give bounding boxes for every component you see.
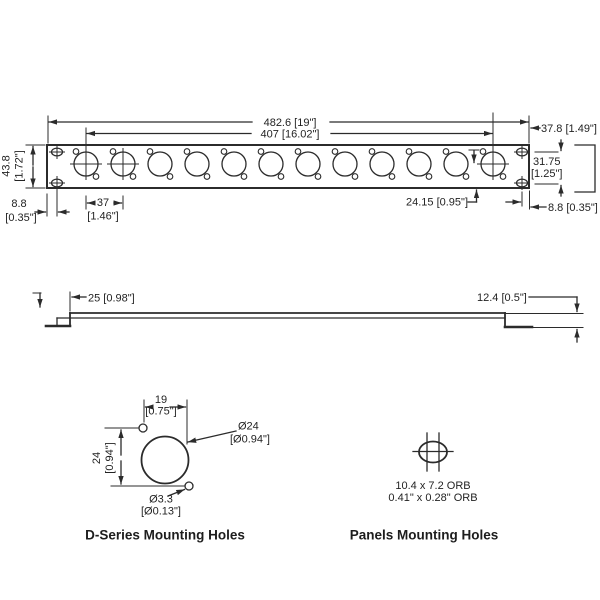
dim-screw-horizontal-label: 19 — [154, 394, 168, 406]
dim-left-edge-offset-label: 8.8 — [11, 198, 27, 210]
dim-last-hole-to-edge — [531, 123, 597, 135]
d-series-screw-hole-bottom — [185, 482, 193, 490]
dim-panel-height — [1, 145, 46, 188]
dim-mount-slot-spacing-label: 31.75 — [533, 156, 561, 168]
d-series-detail — [85, 394, 270, 543]
dim-hole-pitch-label: 37 — [96, 197, 110, 209]
profile-left-reference-arrow — [33, 293, 41, 307]
d-series-screw-hole-top — [139, 424, 147, 432]
d-series-caption: D-Series Mounting Holes — [85, 527, 245, 543]
orb-size-mm-label: 10.4 x 7.2 ORB — [395, 480, 471, 492]
dim-screw-vertical-in-label: [0.94"] — [104, 442, 116, 474]
dim-hole-diameter — [188, 421, 270, 446]
grouping-bracket — [575, 145, 595, 192]
dim-overall-width-label: 482.6 [19"] — [263, 117, 317, 129]
dim-hole-pitch-in-label: [1.46"] — [87, 210, 119, 223]
dim-left-edge-offset-in-label: [0.35"] — [5, 212, 37, 224]
dim-screw-vertical — [91, 430, 121, 484]
panels-mounting-detail — [350, 433, 499, 543]
dim-screw-diameter-label: Ø3.3 — [149, 493, 173, 506]
dim-screw-diameter-in-label: [Ø0.13"] — [141, 505, 181, 518]
dim-left-tab-label: 25 [0.98"] — [88, 292, 135, 305]
panel-profile-view — [33, 292, 583, 342]
dim-hole-diameter-label: Ø24 — [238, 420, 259, 433]
d-series-hole-circle — [142, 437, 189, 484]
dim-hole-center-to-bottom-label: 24.15 [0.95"] — [405, 196, 468, 209]
dim-mount-slot-spacing-in-label: [1.25"] — [531, 168, 563, 180]
panel-face-view — [47, 145, 530, 190]
dim-right-depth — [477, 292, 577, 342]
dim-screw-diameter — [141, 490, 184, 518]
dim-hole-span-label: 407 [16.02"] — [260, 128, 320, 141]
dim-left-tab — [70, 292, 135, 311]
panels-caption: Panels Mounting Holes — [349, 527, 499, 543]
dim-screw-vertical-label: 24 — [91, 451, 103, 465]
dim-hole-pitch — [86, 196, 123, 223]
dim-right-edge-offset-label: 8.8 [0.35"] — [548, 202, 598, 214]
dim-right-depth-label: 12.4 [0.5"] — [477, 292, 527, 304]
dim-screw-horizontal-in-label: [0.75"] — [145, 405, 177, 418]
dim-hole-diameter-in-label: [Ø0.94"] — [230, 433, 270, 446]
dim-last-hole-to-edge-label: 37.8 [1.49"] — [541, 123, 597, 135]
dim-right-edge-offset — [506, 191, 598, 214]
dim-panel-height-label: 43.8 — [0, 155, 13, 177]
dim-panel-height-in-label: [1.72"] — [13, 150, 26, 182]
orb-size-in-label: 0.41" x 0.28" ORB — [388, 492, 478, 504]
dim-left-edge-offset — [5, 190, 69, 224]
dim-mount-slot-spacing — [531, 140, 595, 196]
